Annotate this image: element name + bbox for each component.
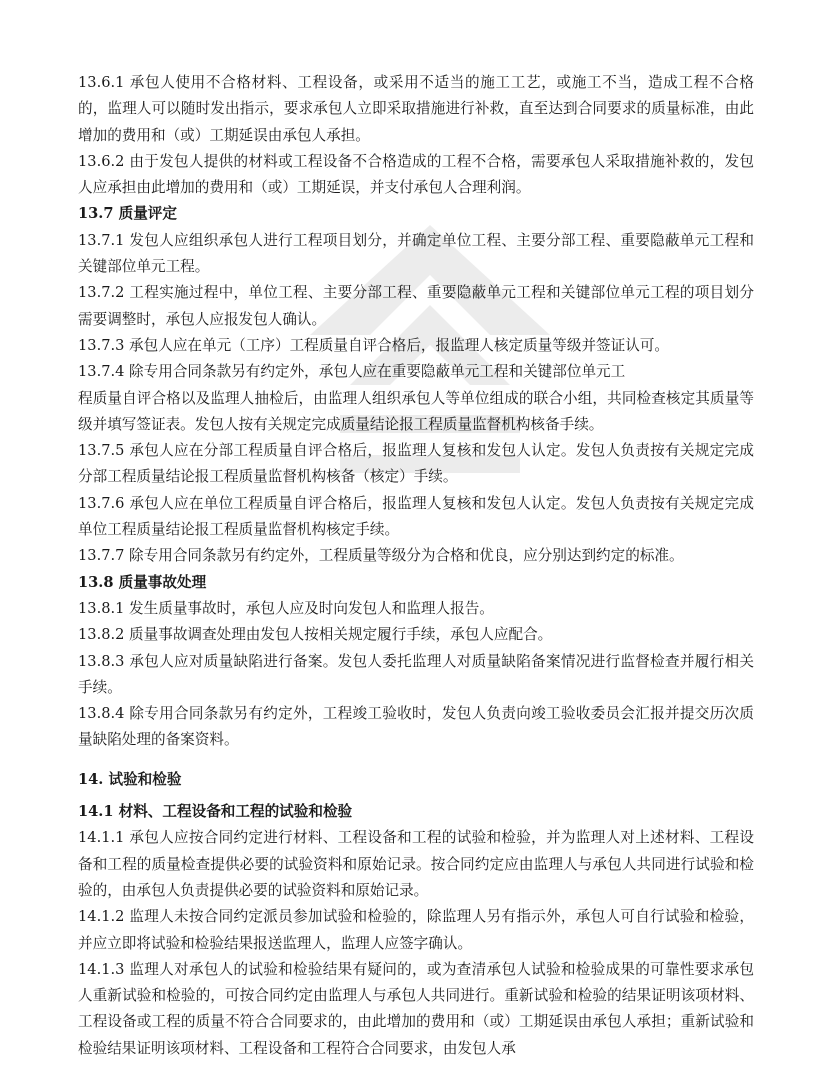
clause-14-1-3: 14.1.3 监理人对承包人的试验和检验结果有疑问的，或为查清承包人试验和检验成果的可靠性要求承包人重新试验和检验的，可按合同约定由监理人与承包人共同进行。重新试验和检验的结果证明该项材料、工程设备或工程的质量不符合合同要求的，由此增加的费用和（或）工期延误由承包人承担；重新试验和检验结果证明该项材料、工程设备和工程符合合同要求，由发包人承 (78, 960, 754, 1057)
clause-13-7-5: 13.7.5 承包人应在分部工程质量自评合格后，报监理人复核和发包人认定。发包人负责按有关规定完成分部工程质量结论报工程质量监督机构核备（核定）手续。 (78, 442, 754, 486)
clause-13-7-4: 13.7.4 除专用合同条款另有约定外，承包人应在重要隐蔽单元工程和关键部位单元工 (78, 363, 626, 381)
clause-13-7-4-continued: 程质量自评合格以及监理人抽检后，由监理人组织承包人等单位组成的联合小组，共同检查核定其质量等级并填写签证表。发包人按有关规定完成质量结论报工程质量监督机构核备手续。 (78, 389, 754, 433)
clause-13-8-3: 13.8.3 承包人应对质量缺陷进行备案。发包人委托监理人对质量缺陷备案情况进行监督检查并履行相关手续。 (78, 652, 754, 696)
clause-13-7-1: 13.7.1 发包人应组织承包人进行工程项目划分，并确定单位工程、主要分部工程、重要隐蔽单元工程和关键部位单元工程。 (78, 231, 754, 276)
clause-13-8-4: 13.8.4 除专用合同条款另有约定外，工程竣工验收时，发包人负责向竣工验收委员会汇报并提交历次质量缺陷处理的备案资料。 (78, 705, 754, 749)
clause-13-6-1: 13.6.1 承包人使用不合格材料、工程设备，或采用不适当的施工工艺，或施工不当，造成工程不合格的，监理人可以随时发出指示，要求承包人立即采取措施进行补救，直至达到合同要求的质量标准，由此增加的费用和（或）工期延误由承包人承担。 (78, 74, 754, 144)
clause-14-1-1: 14.1.1 承包人应按合同约定进行材料、工程设备和工程的试验和检验，并为监理人对上述材料、工程设备和工程的质量检查提供必要的试验资料和原始记录。按合同约定应由监理人与承包人共同进行试验和检验的，由承包人负责提供必要的试验资料和原始记录。 (78, 829, 754, 899)
chapter-heading-14: 14. 试验和检验 (78, 770, 182, 788)
clause-13-7-2: 13.7.2 工程实施过程中，单位工程、主要分部工程、重要隐蔽单元工程和关键部位单元工程的项目划分需要调整时，承包人应报发包人确认。 (78, 284, 754, 328)
document-page (78, 70, 754, 1062)
clause-13-7-6: 13.7.6 承包人应在单位工程质量自评合格后，报监理人复核和发包人认定。发包人负责按有关规定完成单位工程质量结论报工程质量监督机构核定手续。 (78, 494, 754, 539)
clause-13-8-2: 13.8.2 质量事故调查处理由发包人按相关规定履行手续，承包人应配合。 (78, 626, 553, 644)
section-heading-13-7: 13.7 质量评定 (78, 205, 177, 223)
section-heading-13-8: 13.8 质量事故处理 (78, 573, 207, 591)
clause-13-6-2: 13.6.2 由于发包人提供的材料或工程设备不合格造成的工程不合格，需要承包人采取措施补救的，发包人应承担由此增加的费用和（或）工期延误，并支付承包人合理利润。 (78, 152, 754, 197)
clause-13-8-1: 13.8.1 发生质量事故时，承包人应及时向发包人和监理人报告。 (78, 599, 494, 617)
clause-13-7-3: 13.7.3 承包人应在单元（工序）工程质量自评合格后，报监理人核定质量等级并签证认可。 (78, 336, 670, 354)
clause-14-1-2: 14.1.2 监理人未按合同约定派员参加试验和检验的，除监理人另有指示外，承包人可自行试验和检验，并应立即将试验和检验结果报送监理人，监理人应签字确认。 (78, 908, 754, 952)
section-heading-14-1: 14.1 材料、工程设备和工程的试验和检验 (78, 803, 353, 821)
clause-13-7-7: 13.7.7 除专用合同条款另有约定外，工程质量等级分为合格和优良，应分别达到约定的标准。 (78, 547, 684, 565)
